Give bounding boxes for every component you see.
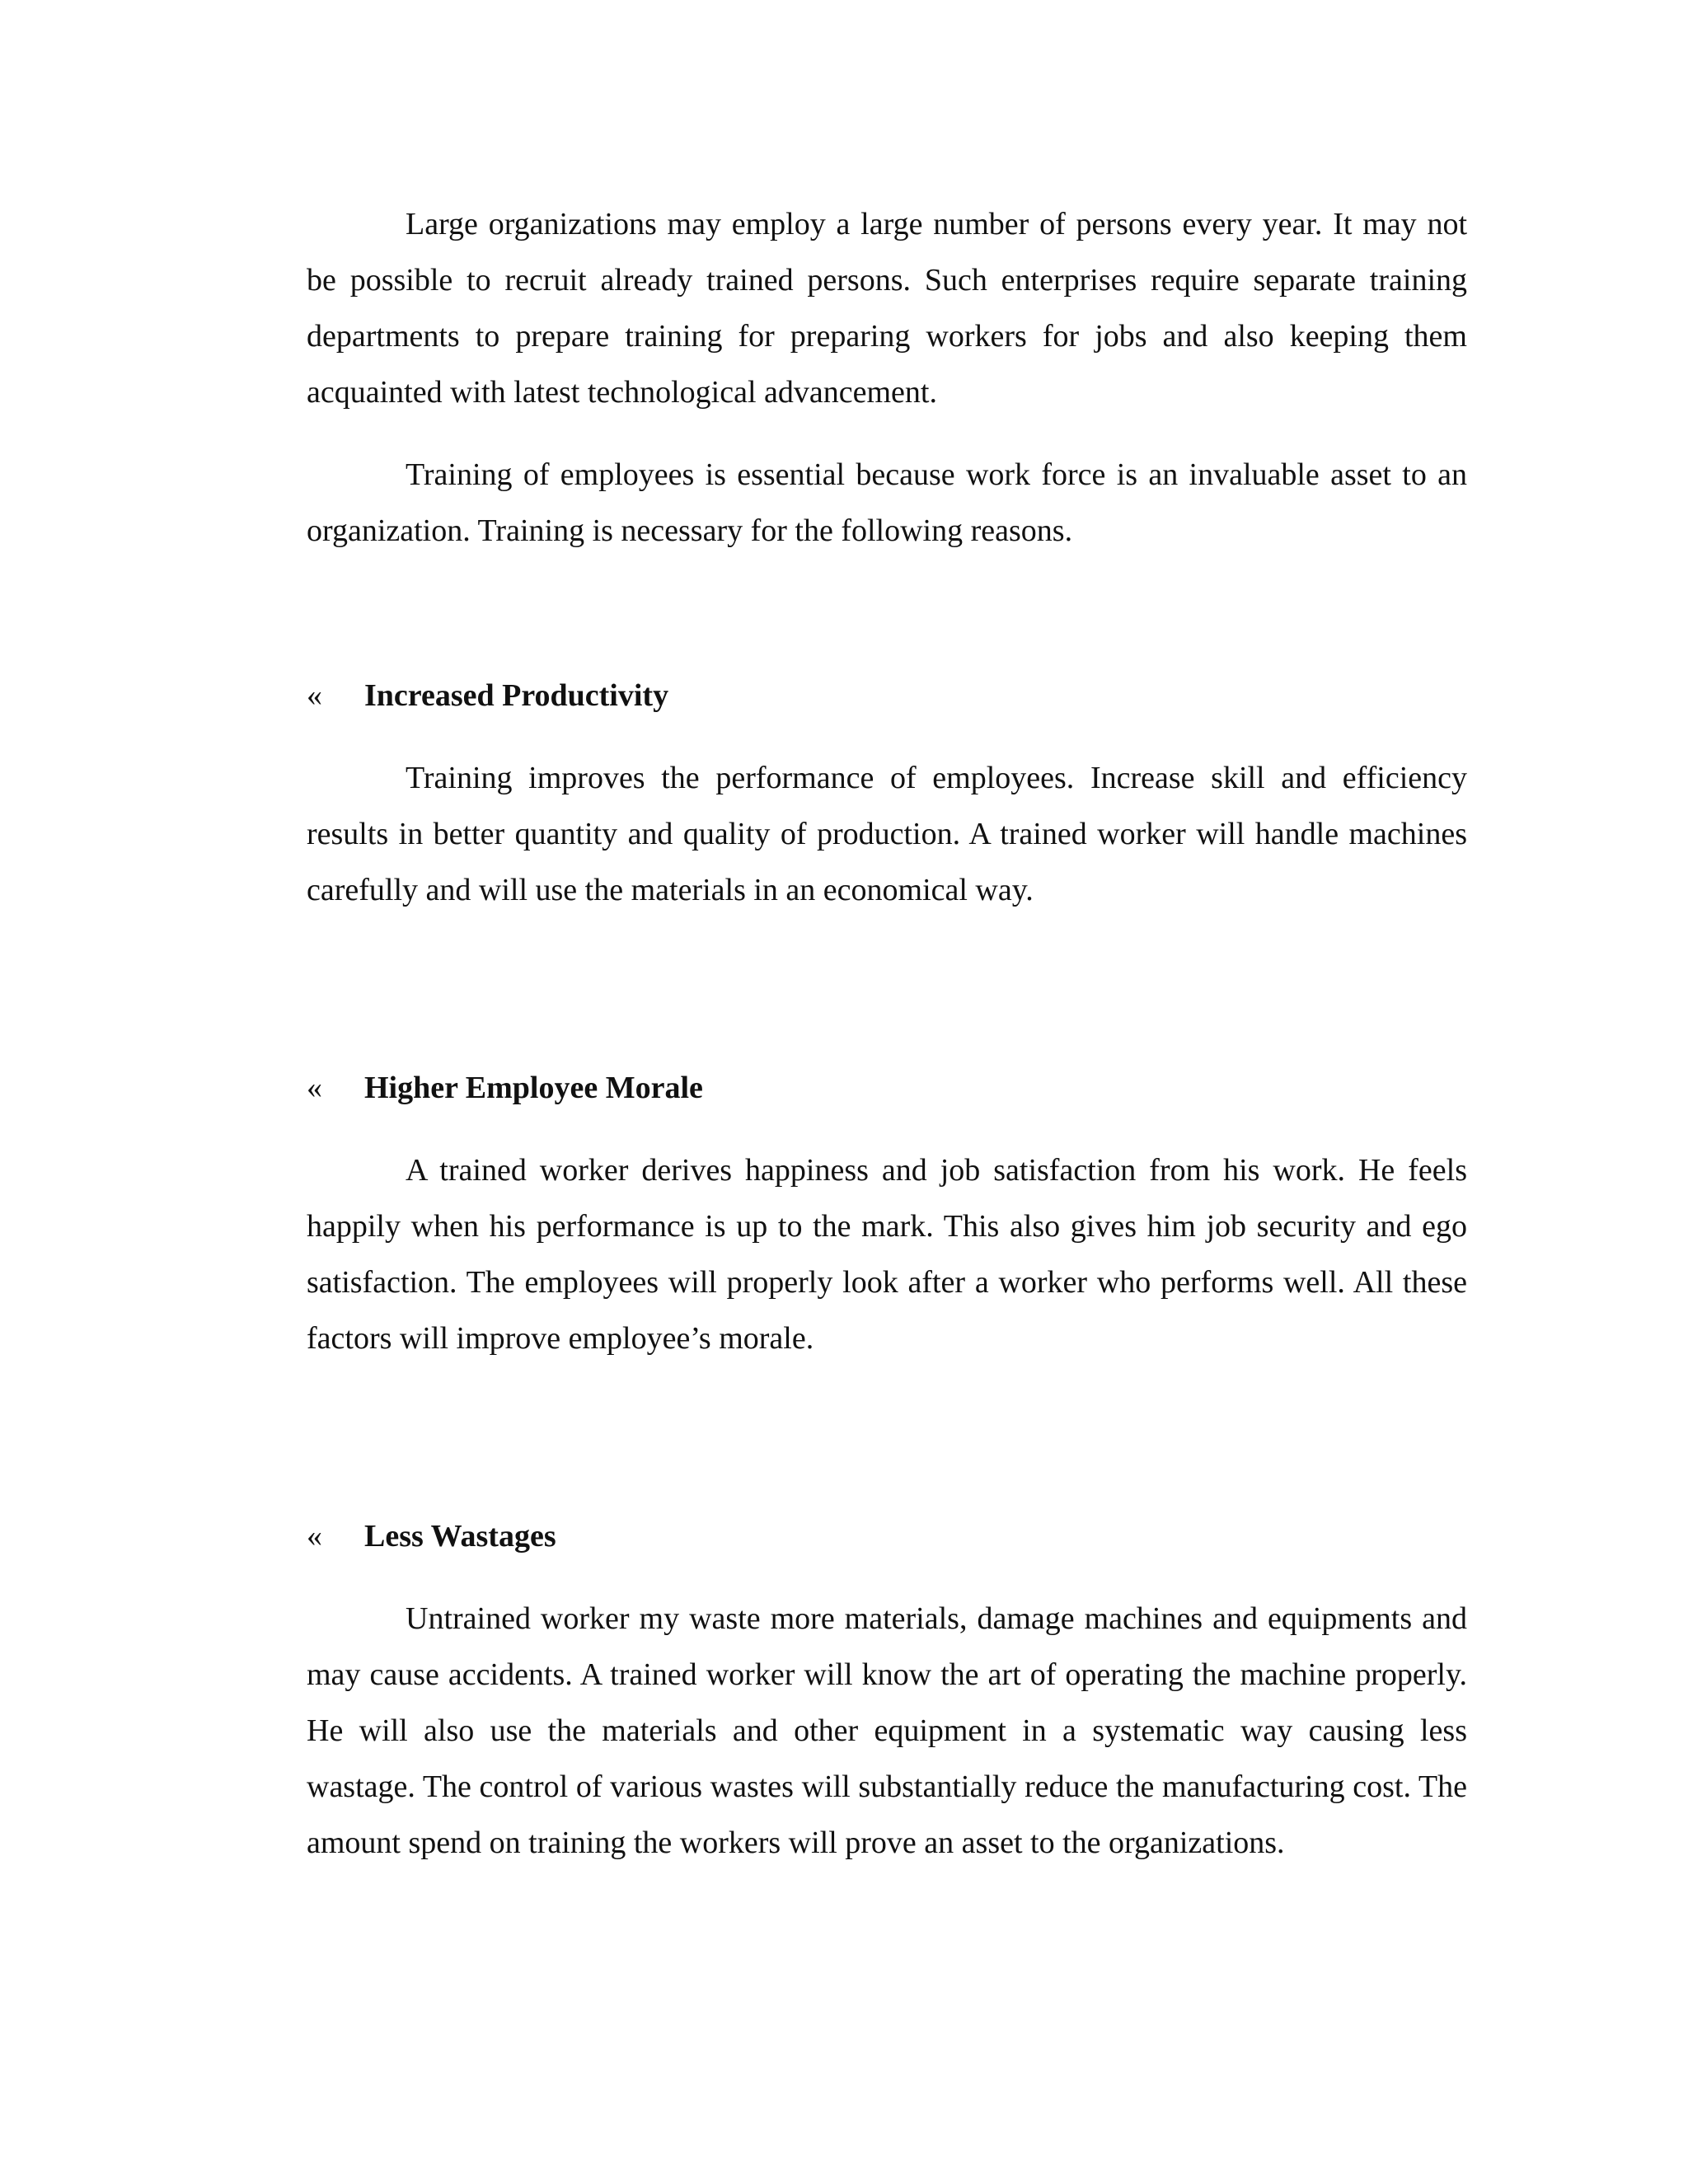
section-heading-higher-employee-morale xyxy=(307,1060,1467,1116)
section-title: Higher Employee Morale xyxy=(364,1071,703,1105)
bullet-icon: « xyxy=(307,1071,322,1105)
section-body-less-wastages: Untrained worker my waste more materials, damage machines and equipments and may cause accidents. A trained worker will know the art of operating the machine properly. He will also use the materials and other equipment in a systematic way causing less wastage. The control of various wastes will substantially reduce the manufacturing cost. The amount spend on training the workers will prove an asset to the organizations. xyxy=(307,1601,1467,1860)
document-body xyxy=(307,196,1467,1871)
bullet-icon: « xyxy=(307,678,322,713)
section-heading-increased-productivity xyxy=(307,668,1467,724)
intro-paragraph-1: Large organizations may employ a large number of persons every year. It may not be possible to recruit already trained persons. Such enterprises require separate training departments to prepare training for preparing workers for jobs and also keeping them acquainted with latest technological advancement. xyxy=(307,207,1467,410)
section-body-higher-employee-morale: A trained worker derives happiness and job satisfaction from his work. He feels happily when his performance is up to the mark. This also gives him job security and ego satisfaction. The employees will properly look after a worker who performs well. All these factors will improve employee’s morale. xyxy=(307,1153,1467,1356)
section-heading-less-wastages xyxy=(307,1508,1467,1564)
bullet-icon: « xyxy=(307,1519,322,1554)
section-title: Less Wastages xyxy=(364,1519,556,1554)
section-body-increased-productivity: Training improves the performance of employees. Increase skill and efficiency results in better quantity and quality of production. A trained worker will handle machines carefully and will use the materials in an economical way. xyxy=(307,761,1467,907)
section-title: Increased Productivity xyxy=(364,678,669,713)
intro-paragraph-2: Training of employees is essential because work force is an invaluable asset to an organization. Training is necessary for the following reasons. xyxy=(307,457,1467,548)
